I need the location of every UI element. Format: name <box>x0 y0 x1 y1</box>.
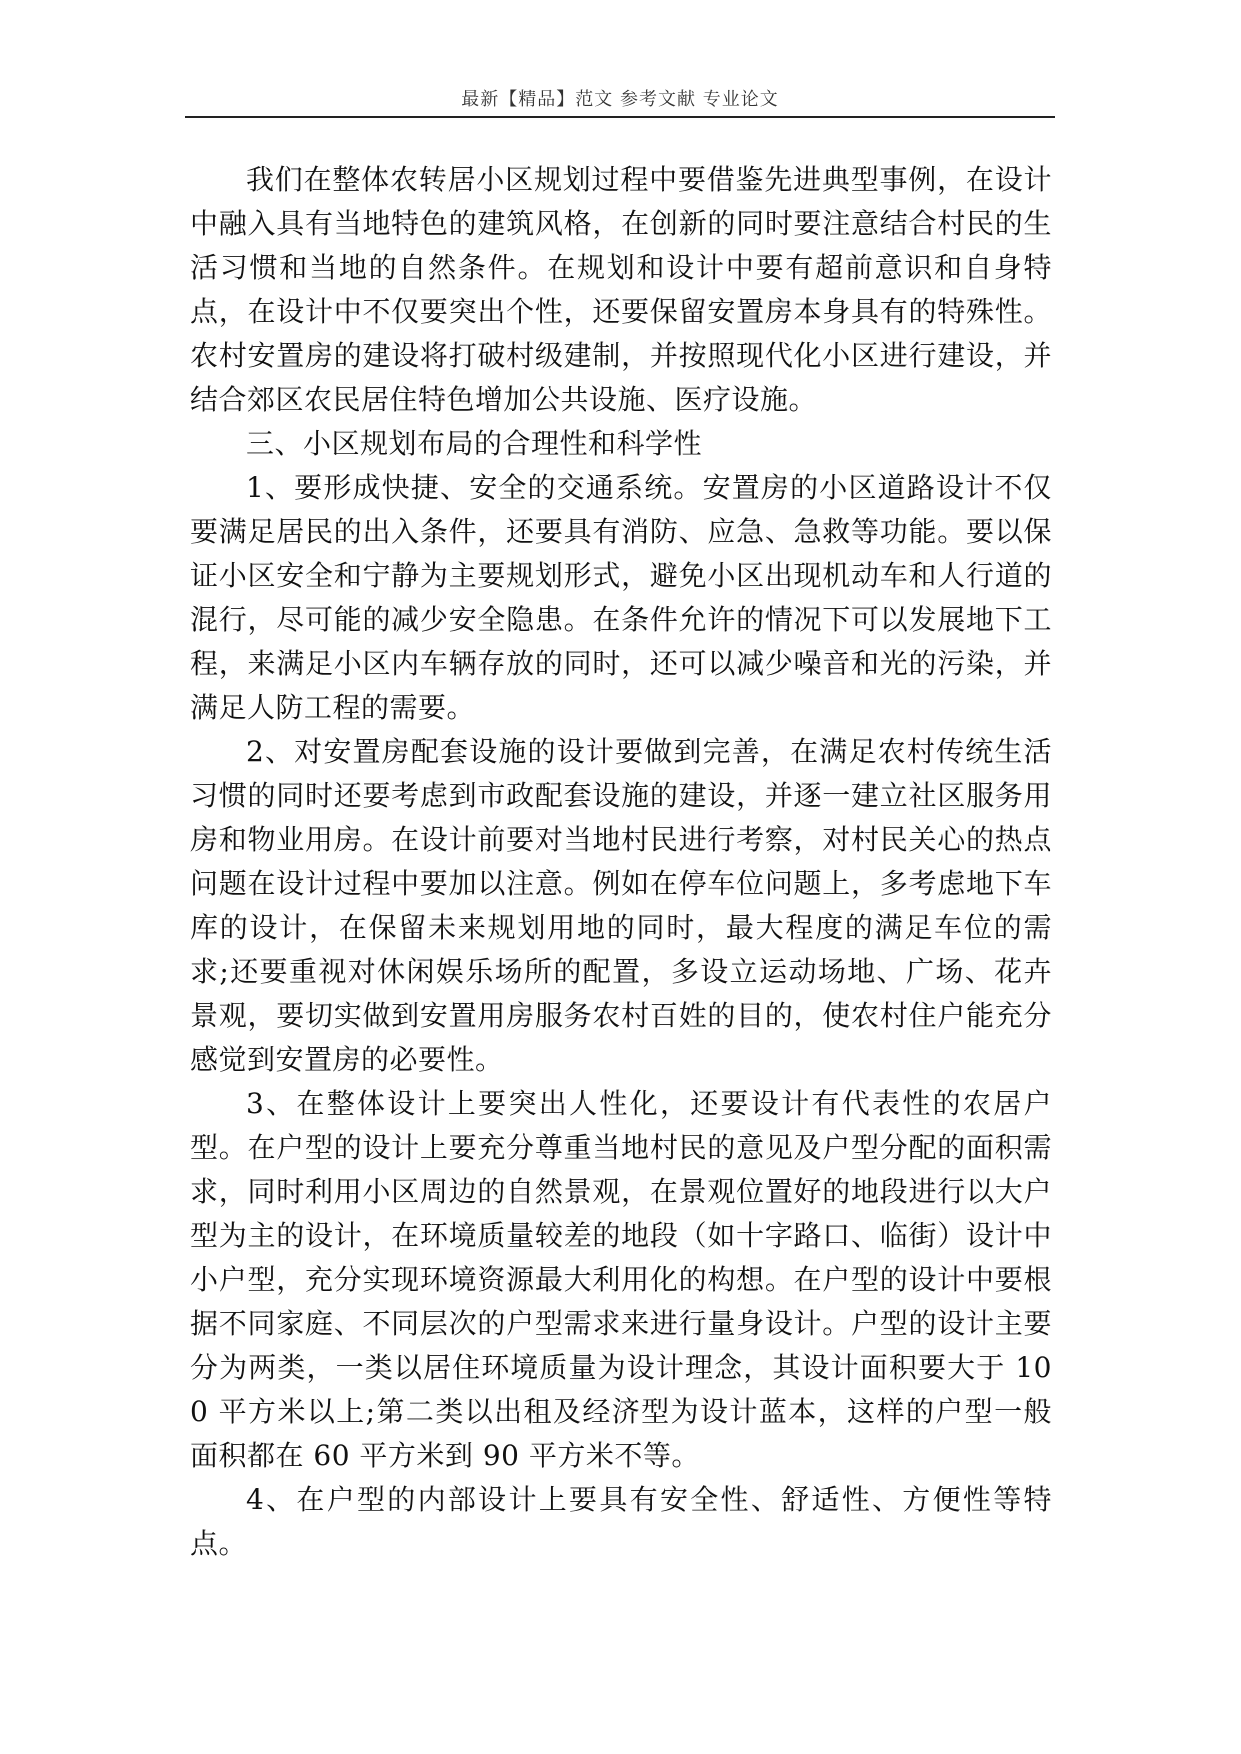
body-paragraph: 2、对安置房配套设施的设计要做到完善，在满足农村传统生活习惯的同时还要考虑到市政配套设施的建设，并逐一建立社区服务用房和物业用房。在设计前要对当地村民进行考察，对村民关心的热点问题在设计过程中要加以注意。例如在停车位问题上，多考虑地下车库的设计，在保留未来规划用地的同时，最大程度的满足车位的需求;还要重视对休闲娱乐场所的配置，多设立运动场地、广场、花卉景观，要切实做到安置用房服务农村百姓的目的，使农村住户能充分感觉到安置房的必要性。 <box>190 735 1052 1076</box>
body-paragraph: 4、在户型的内部设计上要具有安全性、舒适性、方便性等特点。 <box>190 1483 1052 1560</box>
section-heading: 三、小区规划布局的合理性和科学性 <box>246 427 703 460</box>
document-body <box>190 158 1052 1566</box>
page-header: 最新【精品】范文 参考文献 专业论文 <box>461 89 779 110</box>
header-divider <box>185 116 1055 118</box>
body-paragraph: 我们在整体农转居小区规划过程中要借鉴先进典型事例，在设计中融入具有当地特色的建筑风格，在创新的同时要注意结合村民的生活习惯和当地的自然条件。在规划和设计中要有超前意识和自身特点，在设计中不仅要突出个性，还要保留安置房本身具有的特殊性。农村安置房的建设将打破村级建制，并按照现代化小区进行建设，并结合郊区农民居住特色增加公共设施、医疗设施。 <box>190 163 1052 416</box>
body-paragraph: 3、在整体设计上要突出人性化，还要设计有代表性的农居户型。在户型的设计上要充分尊重当地村民的意见及户型分配的面积需求，同时利用小区周边的自然景观，在景观位置好的地段进行以大户型为主的设计，在环境质量较差的地段（如十字路口、临街）设计中小户型，充分实现环境资源最大利用化的构想。在户型的设计中要根据不同家庭、不同层次的户型需求来进行量身设计。户型的设计主要分为两类，一类以居住环境质量为设计理念，其设计面积要大于 100 平方米以上;第二类以出租及经济型为设计蓝本，这样的户型一般面积都在 60 平方米到 90 平方米不等。 <box>190 1087 1052 1472</box>
body-paragraph: 1、要形成快捷、安全的交通系统。安置房的小区道路设计不仅要满足居民的出入条件，还要具有消防、应急、急救等功能。要以保证小区安全和宁静为主要规划形式，避免小区出现机动车和人行道的混行，尽可能的减少安全隐患。在条件允许的情况下可以发展地下工程，来满足小区内车辆存放的同时，还可以减少噪音和光的污染，并满足人防工程的需要。 <box>190 471 1052 724</box>
